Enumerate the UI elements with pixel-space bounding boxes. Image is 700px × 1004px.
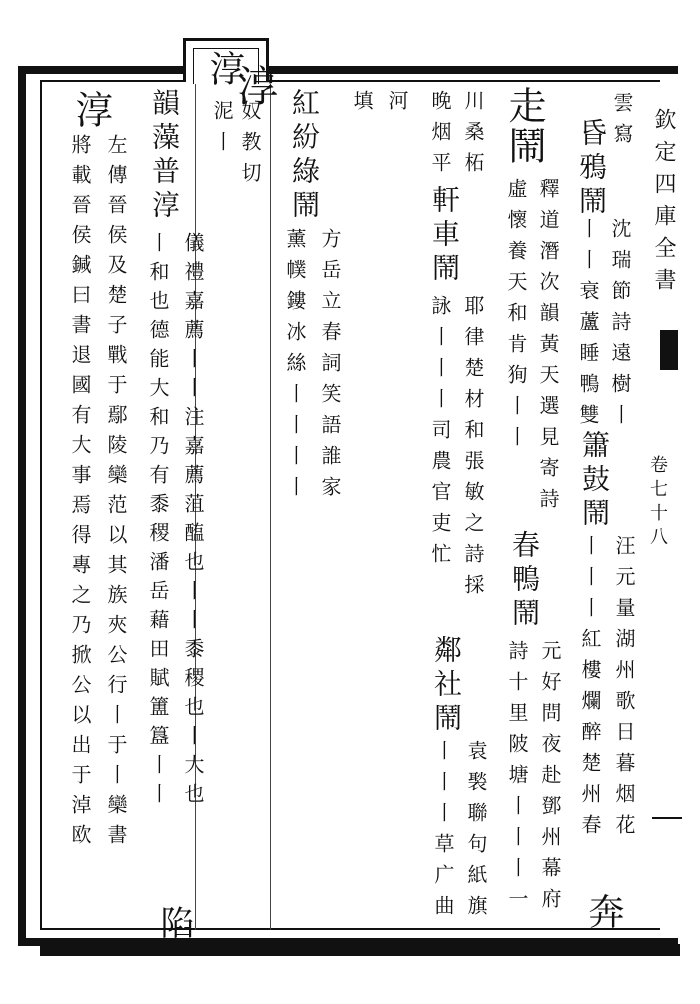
bottom-rule [40, 944, 680, 956]
text-column: 丨和也德能大和乃有黍稷潘岳藉田賦簠簋丨丨 [146, 232, 170, 812]
text-column: 儀禮嘉薦丨丨注嘉薦菹醢也丨丨黍稷也丨大也 [181, 232, 205, 812]
text-column: 汪元量湖州歌日暮烟花 [612, 535, 636, 845]
entry-headword: 昏鴉鬧 [575, 118, 608, 220]
text-column: 薰幞鏤冰絲丨丨丨丨 [283, 228, 307, 507]
text-column: 沈瑞節詩遠樹丨 [608, 218, 632, 435]
entry-headword: 韻藻普淳 [148, 88, 181, 224]
text-column: 河 [385, 90, 409, 121]
entry-headword: 走鬧 [502, 86, 546, 166]
text-column: 晚烟平 [428, 90, 452, 183]
page-frame-inner [40, 80, 660, 930]
entry-variant: 泥丨 [210, 100, 234, 162]
text-column: 袁褧聯句紙旗 [464, 740, 488, 926]
text-column: 丨丨衰蘆睡鴨雙 [576, 218, 600, 435]
text-column: 虛懷養天和肯狥丨丨 [504, 178, 528, 457]
margin-book-title: 欽定四庫全書 [651, 108, 676, 300]
text-column: 耶律楚材和張敏之詩採 [461, 295, 485, 605]
tab-rhyme-char: 淳 [204, 50, 245, 88]
entry-headword: 鄰社鬧 [430, 635, 463, 737]
text-column: 填 [350, 90, 374, 121]
text-column: 元好問夜赴鄧州幕府 [538, 640, 562, 919]
entry-headword: 淳 [231, 64, 280, 108]
entry-headword: 淳 [69, 90, 113, 130]
entry-headword: 軒車鬧 [428, 185, 461, 287]
text-column: 川桑柘 [461, 90, 485, 183]
margin-tick [652, 817, 682, 819]
text-column: 左傳晉侯及楚子戰于鄢陵欒范以其族夾公行丨于丨欒書 [104, 134, 128, 854]
entry-headword: 奔 [583, 893, 624, 931]
entry-headword: 紅紛綠鬧 [288, 88, 321, 224]
margin-volume: 卷七十八 [647, 455, 668, 551]
text-column: 詩十里陂塘丨丨丨一 [505, 640, 529, 919]
entry-headword: 陷 [154, 905, 194, 941]
text-column: 方岳立春詞笑語誰家 [318, 228, 342, 507]
text-column: 釋道潛次韻黃天選見寄詩 [536, 178, 560, 519]
text-column: 丨丨丨草广曲 [431, 740, 455, 926]
text-column: 將載晉侯鍼曰書退國有大事焉得專之乃掀公以出于淖欧 [68, 134, 92, 854]
column-rule [270, 84, 271, 930]
entry-reading: 奴教切 [238, 100, 262, 193]
text-column: 詠丨丨丨司農官吏忙 [428, 295, 452, 574]
entry-headword: 簫鼓鬧 [578, 430, 611, 532]
fish-tail-mark [660, 330, 678, 370]
text-column: 雲寫 [610, 92, 634, 154]
text-column: 丨丨丨紅樓爛醉楚州春 [578, 535, 602, 845]
entry-headword: 春鴨鬧 [508, 530, 541, 632]
